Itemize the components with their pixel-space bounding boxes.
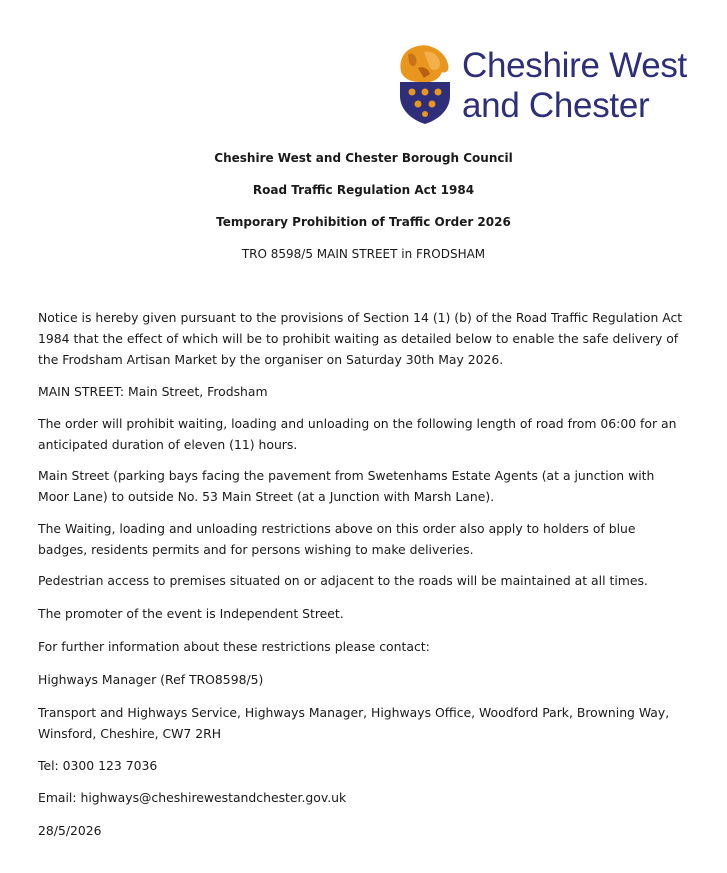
extent-paragraph: Main Street (parking bays facing the pavement from Swetenhams Estate Agents (at a junction with Moor Lane) to outside No. 53 Main Street (at a Junction with Marsh Lane). bbox=[38, 468, 655, 504]
logo-wordmark bbox=[462, 46, 687, 126]
order-title: Temporary Prohibition of Traffic Order 2026 bbox=[216, 215, 511, 229]
act-title: Road Traffic Regulation Act 1984 bbox=[252, 183, 475, 197]
promoter-paragraph: The promoter of the event is Independent Street. bbox=[38, 606, 344, 621]
order-reference: TRO 8598/5 MAIN STREET in FRODSHAM bbox=[241, 247, 486, 261]
prohibition-paragraph: The order will prohibit waiting, loading and unloading on the following length of road from 06:00 for an anticipated duration of eleven (11) hours. bbox=[38, 416, 677, 452]
access-paragraph: Pedestrian access to premises situated on or adjacent to the roads will be maintained at all times. bbox=[38, 573, 648, 588]
contact-tel: Tel: 0300 123 7036 bbox=[38, 758, 158, 773]
notice-paragraph: Notice is hereby given pursuant to the provisions of Section 14 (1) (b) of the Road Traffic Regulation Act 1984 that the effect of which will be to prohibit waiting as detailed below to enable the safe delivery of the Frodsham Artisan Market by the organiser on Saturday 30th May 2026. bbox=[38, 310, 683, 367]
contact-name: Highways Manager (Ref TRO8598/5) bbox=[38, 672, 264, 687]
contact-address: Transport and Highways Service, Highways Manager, Highways Office, Woodford Park, Browning Way, Winsford, Cheshire, CW7 2RH bbox=[38, 705, 670, 741]
location-paragraph: MAIN STREET: Main Street, Frodsham bbox=[38, 384, 268, 399]
lion-shield-icon bbox=[394, 44, 456, 124]
council-logo bbox=[394, 44, 694, 126]
council-name: Cheshire West and Chester Borough Council bbox=[214, 151, 513, 165]
logo-line-1: Cheshire West bbox=[462, 46, 687, 85]
restrictions-paragraph: The Waiting, loading and unloading restrictions above on this order also apply to holders of blue badges, residents permits and for persons wishing to make deliveries. bbox=[38, 521, 636, 557]
logo-line-2: and Chester bbox=[462, 86, 650, 125]
contact-email: Email: highways@cheshirewestandchester.gov.uk bbox=[38, 790, 347, 805]
notice-date: 28/5/2026 bbox=[38, 823, 102, 838]
contact-intro: For further information about these restrictions please contact: bbox=[38, 639, 430, 654]
